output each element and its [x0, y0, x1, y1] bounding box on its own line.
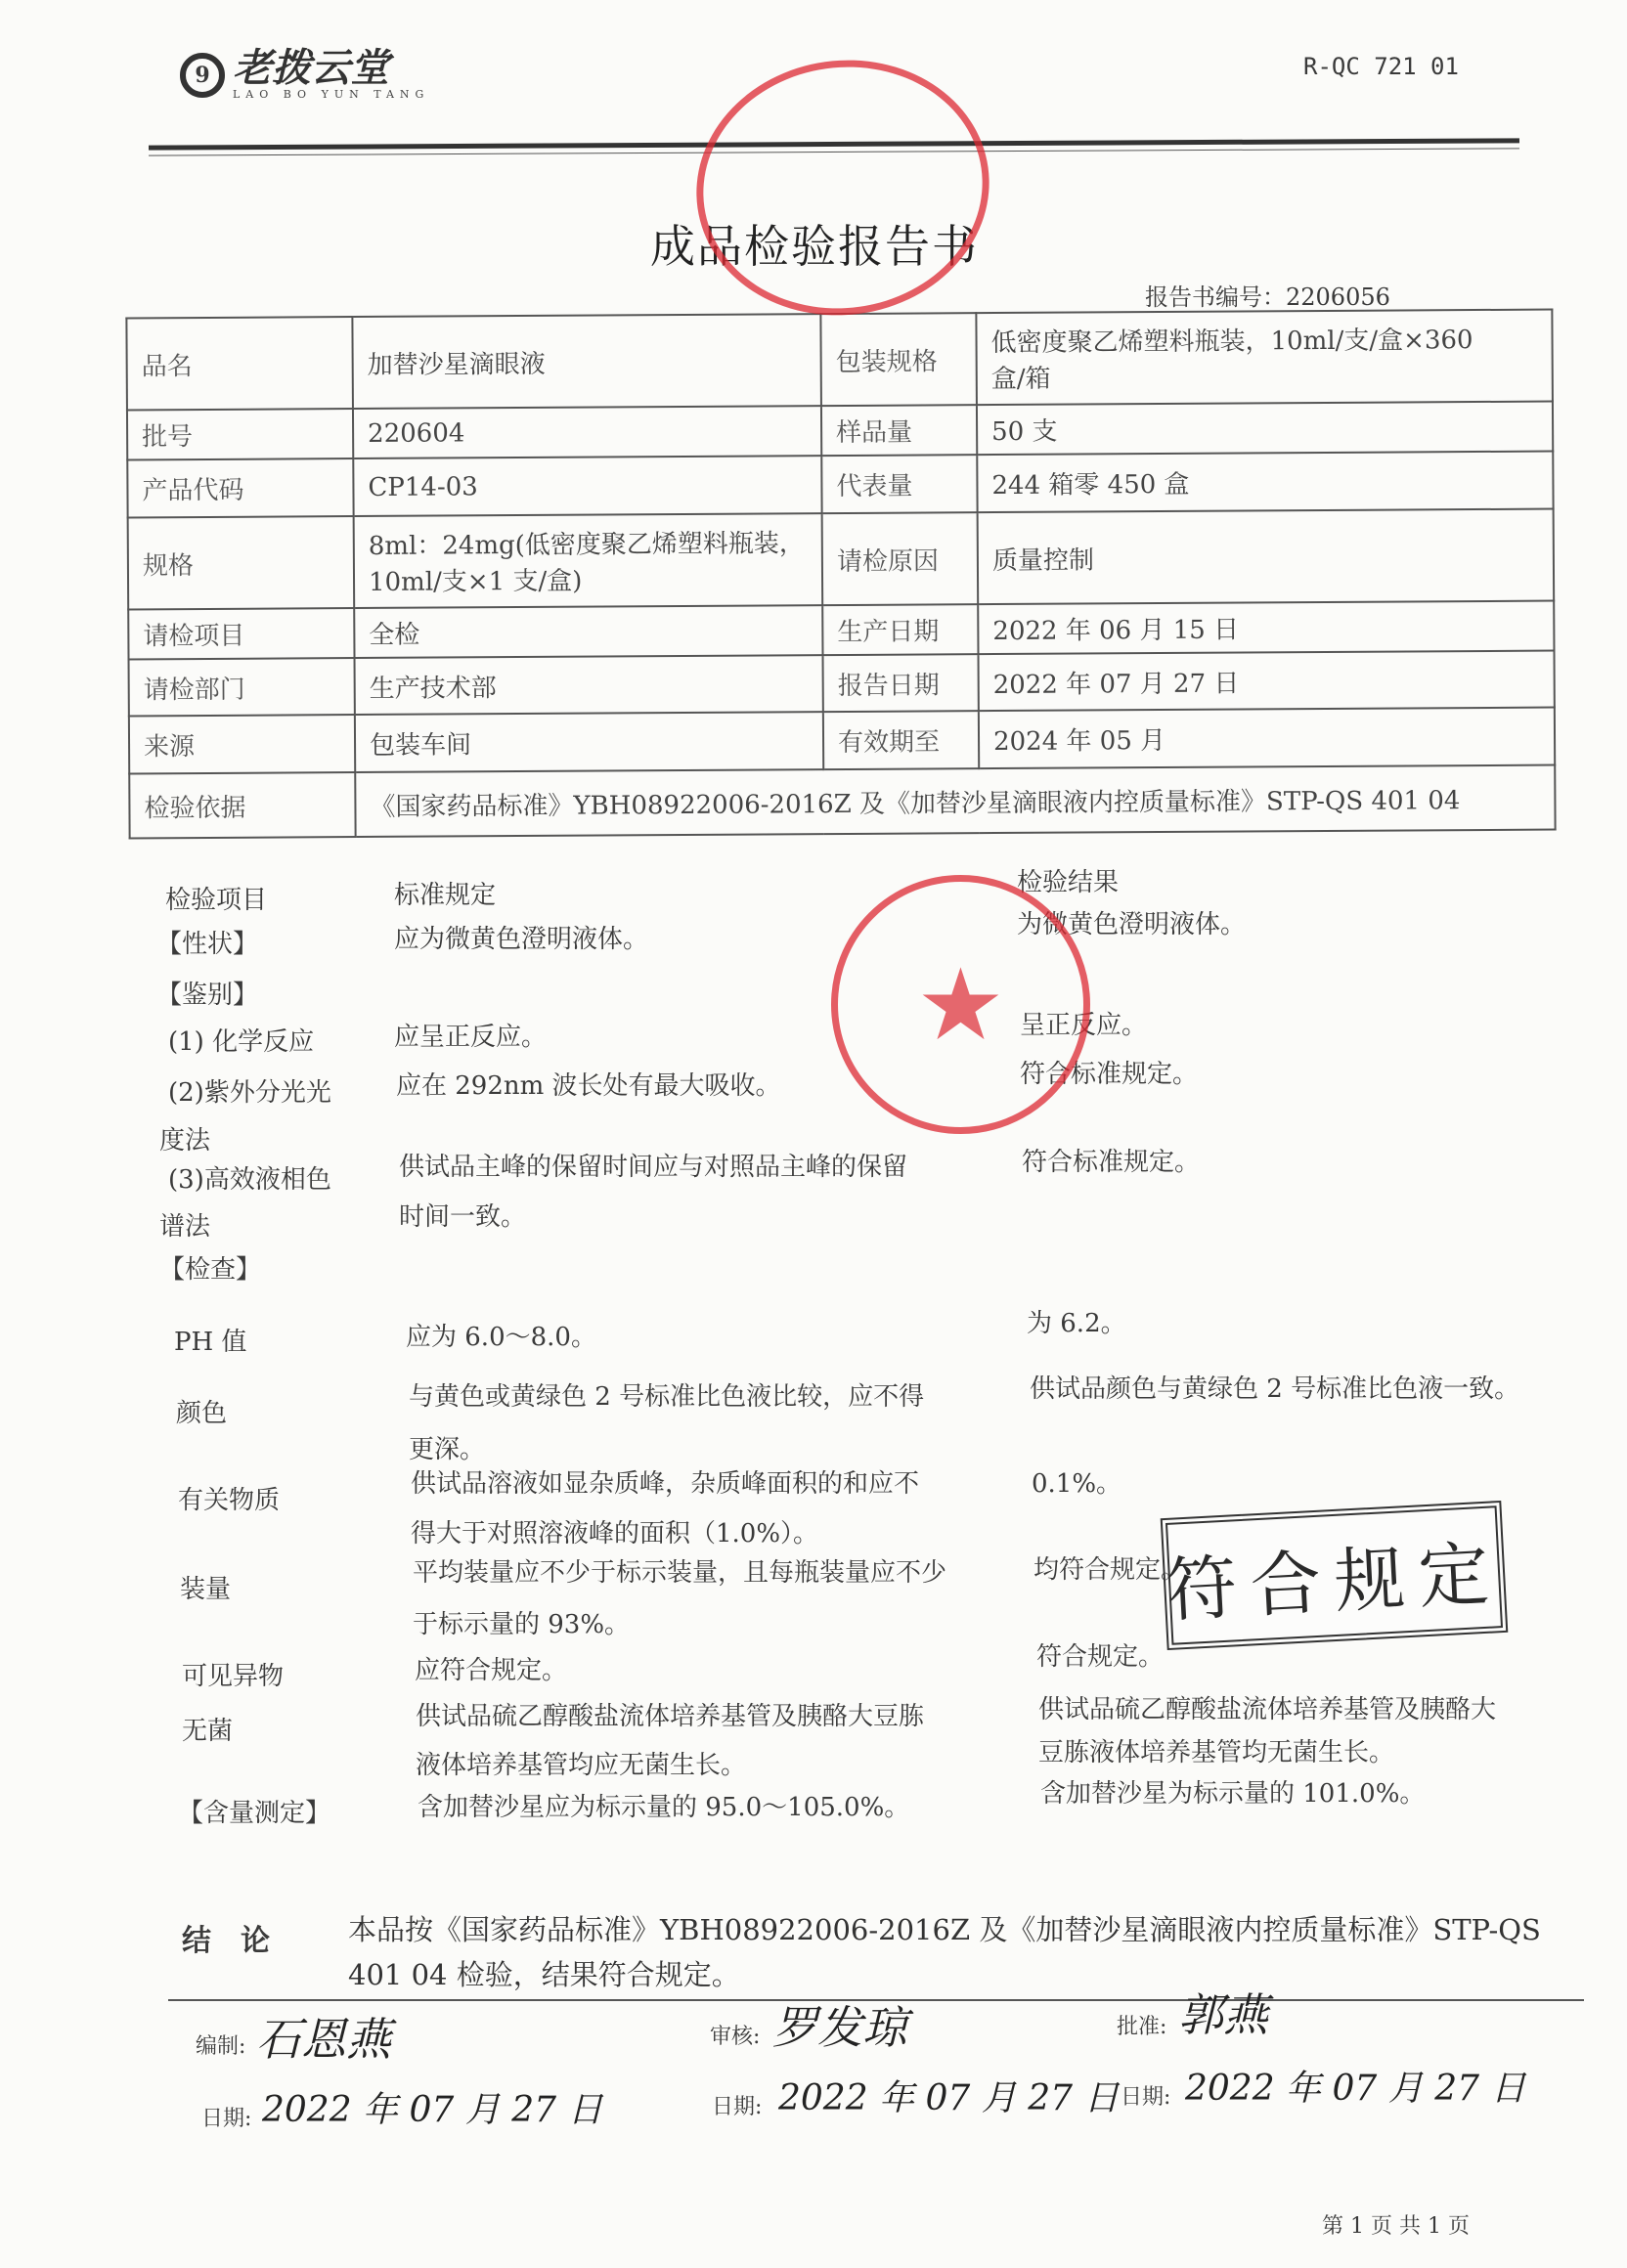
result-text: 含加替沙星为标示量的 101.0%。 — [1040, 1779, 1426, 1809]
standard-text: 于标示量的 93%。 — [413, 1610, 631, 1639]
value: 生产技术部 — [355, 655, 823, 715]
prepared-signature: 石恩燕 — [256, 2013, 391, 2066]
date-label: 日期: — [712, 2095, 763, 2119]
approved-date: 2022 年 07 月 27 日 — [1185, 2069, 1526, 2109]
result-text: 符合规定。 — [1036, 1642, 1165, 1672]
company-logo — [180, 45, 430, 101]
value — [976, 310, 1553, 406]
standard-text: 供试品主峰的保留时间应与对照品主峰的保留 — [399, 1153, 908, 1182]
section-label: 【含量测定】 — [178, 1799, 331, 1828]
value — [354, 513, 823, 608]
column-header: 检验项目 — [165, 886, 268, 915]
approved-label: 批准: — [1117, 2015, 1167, 2039]
result-text: 符合标准规定。 — [1022, 1148, 1201, 1177]
label: 代表量 — [821, 455, 977, 513]
standard-text: 液体培养基管均应无菌生长。 — [416, 1751, 747, 1780]
standard-text: 应符合规定。 — [415, 1656, 568, 1685]
label: 来源 — [129, 715, 355, 773]
date-label: 日期: — [201, 2107, 252, 2131]
label: 请检项目 — [128, 608, 354, 659]
label: 生产日期 — [822, 604, 978, 655]
item-label: 可见异物 — [182, 1662, 285, 1691]
reviewed-label: 审核: — [710, 2025, 761, 2049]
value: 2024 年 05 月 — [979, 708, 1555, 769]
standard-text: 更深。 — [409, 1435, 486, 1464]
value-line: 低密度聚乙烯塑料瓶装，10ml/支/盒×360 — [990, 326, 1473, 359]
doc-code: R-QC 721 01 — [1303, 53, 1459, 80]
result-text: 0.1%。 — [1032, 1469, 1122, 1499]
item-label: 有关物质 — [178, 1486, 281, 1515]
label: 批号 — [127, 409, 353, 459]
item-label: 度法 — [159, 1126, 211, 1156]
inspection-seal — [680, 41, 1005, 333]
item-label: 无菌 — [182, 1717, 234, 1746]
result-text: 均符合规定。 — [1033, 1555, 1187, 1585]
standard-text: 应为微黄色澄明液体。 — [394, 925, 649, 954]
section-label: 【鉴别】 — [156, 981, 259, 1010]
standard-text: 应在 292nm 波长处有最大吸收。 — [396, 1071, 781, 1101]
standard-text: 供试品硫乙醇酸盐流体培养基管及胰酪大豆胨 — [416, 1702, 925, 1731]
standard-text: 含加替沙星应为标示量的 95.0～105.0%。 — [418, 1793, 910, 1822]
page-title: 成品检验报告书 — [650, 220, 979, 273]
info-table — [125, 309, 1556, 840]
item-label: 装量 — [180, 1575, 232, 1604]
value: CP14-03 — [353, 456, 821, 516]
label: 样品量 — [821, 405, 977, 456]
item-label: 颜色 — [176, 1399, 228, 1428]
reviewed-date: 2022 年 07 月 27 日 — [778, 2078, 1120, 2118]
label: 有效期至 — [823, 711, 979, 769]
result-text: 呈正反应。 — [1020, 1011, 1148, 1040]
value: 50 支 — [977, 402, 1553, 456]
approved-signature: 郭燕 — [1178, 1988, 1268, 2041]
result-text: 豆胨液体培养基管均无菌生长。 — [1038, 1738, 1395, 1767]
value: 2022 年 07 月 27 日 — [979, 651, 1555, 712]
section-label: 【检查】 — [159, 1255, 262, 1285]
prepared-date: 2022 年 07 月 27 日 — [262, 2090, 603, 2130]
value: 220604 — [353, 406, 821, 458]
label: 检验依据 — [129, 772, 355, 838]
column-header: 检验结果 — [1017, 868, 1120, 897]
value: 244 箱零 450 盒 — [977, 452, 1553, 513]
value: 质量控制 — [978, 509, 1555, 605]
result-text: 符合标准规定。 — [1020, 1060, 1199, 1089]
standard-text: 时间一致。 — [399, 1202, 527, 1232]
date-label: 日期: — [1121, 2085, 1171, 2110]
label: 请检部门 — [129, 658, 355, 716]
label: 报告日期 — [823, 654, 979, 712]
column-header: 标准规定 — [394, 881, 497, 910]
value: 2022 年 06 月 15 日 — [978, 601, 1554, 655]
item-label: (2)紫外分光光 — [168, 1078, 331, 1108]
standard-text: 供试品溶液如显杂质峰，杂质峰面积的和应不 — [411, 1469, 920, 1499]
logo-subtext: LAO BO YUN TANG — [233, 88, 430, 101]
conclusion-text: 本品按《国家药品标准》YBH08922006-2016Z 及《加替沙星滴眼液内控质量标准》STP-QS — [348, 1913, 1541, 1946]
item-label: 谱法 — [159, 1212, 211, 1242]
value-line: 10ml/支×1 支/盒) — [368, 566, 583, 597]
value-line: 8ml：24mg(低密度聚乙烯塑料瓶装， — [368, 529, 805, 561]
standard-text: 与黄色或黄绿色 2 号标准比色液比较，应不得 — [409, 1382, 925, 1412]
conclusion-text: 401 04 检验，结果符合规定。 — [348, 1958, 740, 1991]
value: 加替沙星滴眼液 — [352, 314, 821, 409]
result-text: 为微黄色澄明液体。 — [1017, 910, 1247, 939]
standard-text: 平均装量应不少于标示装量，且每瓶装量应不少 — [413, 1558, 947, 1588]
page-number: 第 1 页 共 1 页 — [1322, 2214, 1470, 2239]
result-text: 供试品颜色与黄绿色 2 号标准比色液一致。 — [1030, 1374, 1520, 1404]
standard-text: 应呈正反应。 — [394, 1023, 548, 1052]
report-number: 报告书编号：2206056 — [1145, 284, 1390, 311]
company-seal: ★ — [831, 875, 1090, 1134]
label: 品名 — [126, 317, 353, 410]
prepared-label: 编制: — [196, 2034, 246, 2059]
value-line: 盒/箱 — [990, 364, 1051, 395]
value: 《国家药品标准》YBH08922006-2016Z 及《加替沙星滴眼液内控质量标准》STP-QS 401 04 — [355, 765, 1555, 837]
value: 全检 — [354, 605, 822, 658]
reviewed-signature: 罗发琼 — [772, 2001, 907, 2054]
item-label: (3)高效液相色 — [168, 1165, 331, 1195]
standard-text: 应为 6.0～8.0。 — [406, 1323, 596, 1352]
compliance-stamp: 符合规定 — [1161, 1501, 1509, 1650]
conclusion-label: 结 论 — [182, 1924, 270, 1958]
item-label: PH 值 — [174, 1328, 247, 1357]
label: 规格 — [128, 516, 355, 609]
label: 包装规格 — [820, 313, 977, 406]
logo-text: 老拨云堂 — [233, 45, 389, 91]
value: 包装车间 — [355, 712, 823, 772]
result-text: 为 6.2。 — [1027, 1309, 1126, 1338]
item-label: 【性状】 — [156, 930, 259, 959]
logo-icon: 9 — [180, 53, 225, 98]
standard-text: 得大于对照溶液峰的面积（1.0%）。 — [411, 1519, 819, 1548]
label: 请检原因 — [822, 512, 979, 605]
label: 产品代码 — [127, 458, 353, 517]
result-text: 供试品硫乙醇酸盐流体培养基管及胰酪大 — [1038, 1695, 1497, 1724]
item-label: (1) 化学反应 — [168, 1027, 315, 1057]
